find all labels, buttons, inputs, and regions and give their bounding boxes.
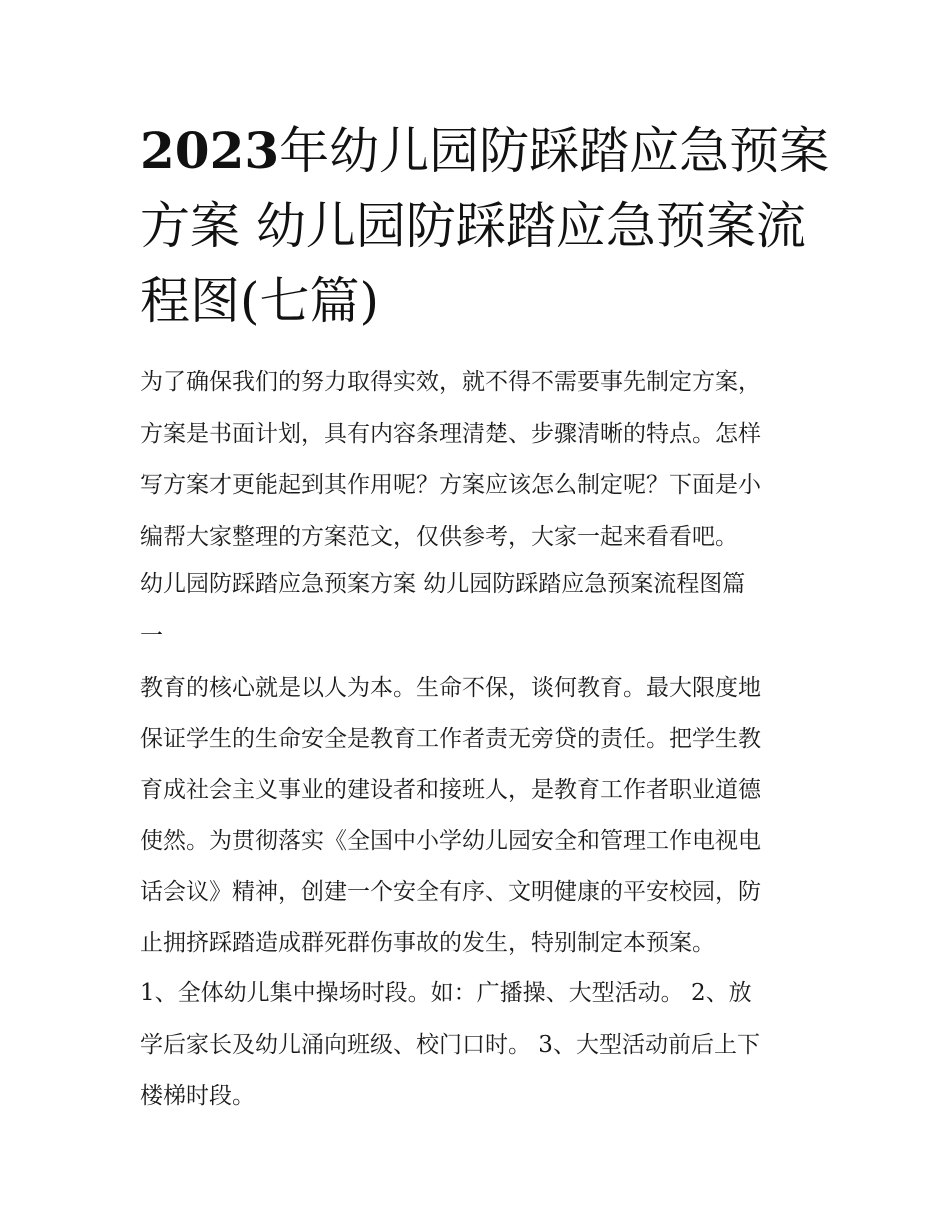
title-line: 方案 幼儿园防踩踏应急预案流	[140, 197, 806, 255]
section-heading-line: 一	[140, 622, 163, 649]
intro-line: 方案是书面计划，具有内容条理清楚、步骤清晰的特点。怎样	[140, 420, 761, 447]
body-line: 止拥挤踩踏造成群死群伤事故的发生，特别制定本预案。	[140, 930, 715, 956]
title-line	[140, 113, 830, 189]
numbered-list-paragraph	[140, 968, 820, 1123]
title-year: 2023	[140, 121, 280, 180]
list-line: 学后家长及幼儿涌向班级、校门口时。 3、大型活动前后上下	[140, 1031, 760, 1058]
section-heading-line: 幼儿园防踩踏应急预案方案 幼儿园防踩踏应急预案流程图篇	[140, 571, 746, 597]
title-line: 程图(七篇)	[140, 272, 380, 330]
body-line: 育成社会主义事业的建设者和接班人，是教育工作者职业道德	[140, 777, 761, 803]
intro-line: 写方案才更能起到其作用呢？方案应该怎么制定呢？下面是小	[140, 472, 761, 498]
intro-paragraph	[140, 357, 820, 563]
body-line: 教育的核心就是以人为本。生命不保，谈何教育。最大限度地	[140, 675, 761, 701]
intro-line: 编帮大家整理的方案范文，仅供参考，大家一起来看看吧。	[140, 523, 738, 550]
intro-line: 为了确保我们的努力取得实效，就不得不需要事先制定方案，	[140, 369, 761, 395]
title-line-1-rest: 年幼儿园防踩踏应急预案	[279, 122, 830, 180]
list-line: 1、全体幼儿集中操场时段。如：广播操、大型活动。 2、放	[140, 980, 752, 1006]
body-line: 话会议》精神，创建一个安全有序、文明健康的平安校园，防	[140, 879, 761, 905]
body-paragraph	[140, 663, 820, 969]
body-line: 使然。为贯彻落实《全国中小学幼儿园安全和管理工作电视电	[140, 828, 761, 854]
section-heading	[140, 559, 820, 662]
list-line: 楼梯时段。	[140, 1083, 255, 1109]
body-line: 保证学生的生命安全是教育工作者责无旁贷的责任。把学生教	[140, 726, 761, 752]
document-title	[140, 113, 830, 339]
